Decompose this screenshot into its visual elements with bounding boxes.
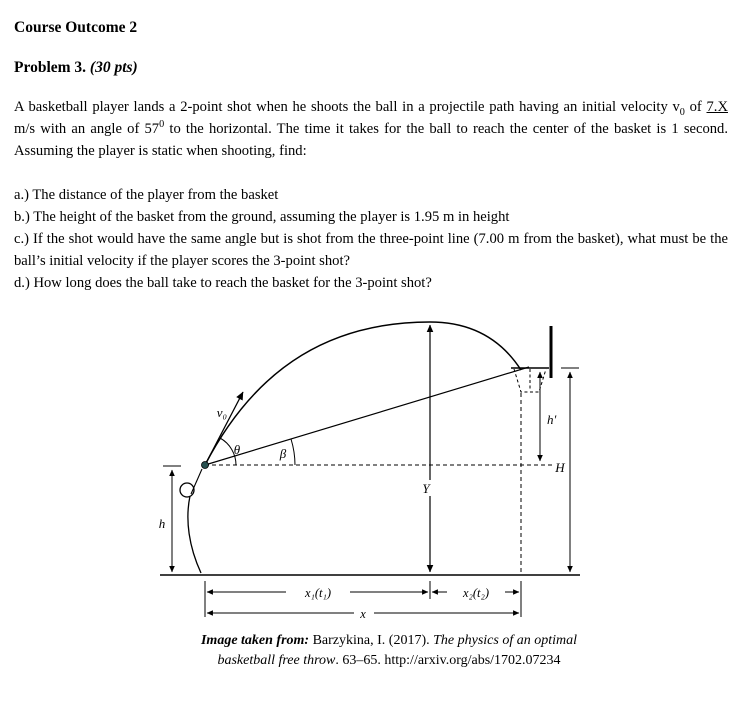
y-distance-label: Y	[422, 481, 430, 496]
intro-text-2: of	[684, 99, 707, 115]
player-body	[188, 496, 201, 573]
citation-title-part1: The physics of an optimal	[433, 633, 578, 648]
citation-line-1	[36, 631, 742, 651]
v0-label: v₀	[216, 405, 227, 420]
beta-angle-arc	[291, 439, 295, 465]
citation-title-part2: basketball free throw	[217, 653, 336, 668]
H-label: H	[555, 460, 565, 475]
ball-dot	[202, 462, 209, 469]
x2-label: x₂(t₂)	[462, 586, 490, 600]
beta-label: β	[279, 446, 287, 461]
question-list	[14, 184, 728, 294]
problem-points: (30 pts)	[86, 59, 138, 76]
intro-text-1: A basketball player lands a 2-point shot when he shoots the ball in a projectile path having an initial velocity v	[14, 99, 680, 115]
sight-line	[205, 367, 529, 465]
course-heading: Course Outcome 2	[14, 19, 138, 36]
x-total-label: x	[360, 607, 366, 621]
problem-statement	[14, 96, 728, 162]
degree-superscript: 0	[159, 119, 165, 131]
question-b: b.) The height of the basket from the ground, assuming the player is 1.95 m in height	[14, 209, 510, 225]
figure-container	[0, 305, 742, 625]
figure-citation	[0, 631, 742, 671]
h-label: h	[158, 516, 166, 531]
projectile-diagram	[0, 305, 742, 625]
problem-label: Problem 3.	[14, 59, 87, 76]
intro-text-3: m/s with an angle of 57	[14, 121, 160, 137]
h-prime-label: h′	[547, 412, 557, 427]
question-a: a.) The distance of the player from the basket	[14, 187, 279, 203]
trajectory-arc	[205, 322, 521, 465]
citation-pages-url: . 63–65. http://arxiv.org/abs/1702.07234	[335, 653, 561, 668]
citation-prefix: Image taken from:	[200, 633, 310, 648]
question-c: c.) If the shot would have the same angle but is shot from the three-point line (7.00 m from the basket), what must be the ball’s initial velocity if the player scores the 3-point shot?	[14, 231, 728, 269]
x1-label: x₁(t₁)	[304, 586, 332, 600]
player-head	[180, 483, 194, 497]
player-arm	[191, 469, 202, 494]
intro-text-4: to the horizontal. The time it takes for the ball to reach the center of the basket is 1 second. Assuming the player is static when shooting, find:	[14, 121, 728, 159]
citation-authors: Barzykina, I. (2017).	[309, 633, 434, 648]
citation-line-2	[36, 651, 742, 671]
v0-subscript: 0	[679, 106, 685, 118]
theta-label: θ	[233, 442, 241, 457]
question-d: d.) How long does the ball take to reach the basket for the 3-point shot?	[14, 275, 432, 291]
problem-heading	[14, 59, 138, 77]
velocity-blank: 7.X	[706, 99, 728, 115]
